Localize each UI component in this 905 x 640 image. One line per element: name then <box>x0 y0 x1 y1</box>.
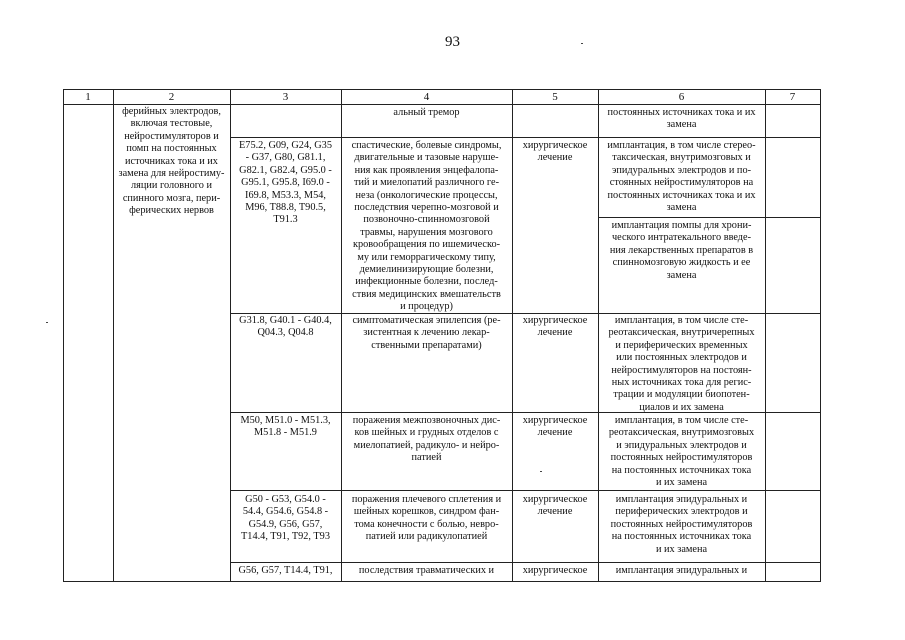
cell-row2-col6: имплантация, в том числе сте- реотаксическая, внутричерепных и периферических временных или постоянных электродов и нейростимуляторов на постоян- ных источниках тока для регис- трации и модуляции биопотен- циалов и их замена <box>608 315 755 413</box>
cell-row2-col5: хирургическое лечение <box>522 315 588 339</box>
cell-row0-col6: постоянных источниках тока и их замена <box>607 107 756 131</box>
cell-row3-col3: M50, M51.0 - M51.3, M51.8 - M51.9 <box>240 415 331 439</box>
cell-col2-text: ферийных электродов, включая тестовые, нейростимуляторов и помп на постоянных источниках тока и их замена для нейростиму- ляции головного и спинного мозга, пери- ферических нервов <box>118 106 225 217</box>
cell-row4-col4: поражения плечевого сплетения и шейных корешков, синдром фан- тома конечности с болью, невро- патией или радикулопатией <box>351 494 502 543</box>
header-col-1: 1 <box>85 91 91 103</box>
cell-row5-col3: G56, G57, T14.4, T91, <box>238 565 333 576</box>
header-col-7: 7 <box>789 91 796 103</box>
cell-row4-col3: G50 - G53, G54.0 - 54.4, G54.6, G54.8 - G54.9, G56, G57, T14.4, T91, T92, T93 <box>241 494 330 543</box>
cell-row1-col3: E75.2, G09, G24, G35 - G37, G80, G81.1, G82.1, G82.4, G95.0 - G95.1, G95.8, I69.0 - I69.8, M53.3, M54, M96, T88.8, T90.5, T91.3 <box>239 140 332 226</box>
cell-row2-col3: G31.8, G40.1 - G40.4, Q04.3, Q04.8 <box>239 315 332 339</box>
cell-row1-col6b: имплантация помпы для хрони- ческого интратекального введе- ния лекарственных препаратов в спинномозговую жидкость и ее замена <box>609 220 754 281</box>
header-col-2: 2 <box>168 91 175 103</box>
header-bottom-border <box>63 104 821 105</box>
table-top-border <box>63 89 821 90</box>
header-col-5: 5 <box>552 91 558 103</box>
scan-speck <box>46 322 48 323</box>
cell-row4-col5: хирургическое лечение <box>522 494 588 518</box>
scan-speck <box>581 43 583 44</box>
table-bottom-border <box>63 581 821 582</box>
cell-row1-col4: спастические, болевые синдромы, двигательные и тазовые наруше- ния как проявления энцефалопа- тий и миелопатий различного ге- неза (онкологические процессы, последствия черепно-мозговой и позвоночно-спинномозговой травмы, нарушения мозгового кровообращения по ишемическо- му или геморрагическому типу, демиелинизирующие болезни, инфекционные болезни, послед- ствия медицинских вмешательств и процедур) <box>351 140 502 313</box>
cell-row3-col4: поражения межпозвоночных дис- ков шейных и грудных отделов с миелопатией, радикуло- и нейро- патией <box>352 415 501 464</box>
row-border <box>230 562 821 563</box>
row-border <box>598 217 821 218</box>
scan-speck <box>540 471 542 472</box>
page-number: 93 <box>445 34 460 50</box>
cell-row1-col6a: имплантация, в том числе стерео- таксическая, внутримозговых и эпидуральных электродов и по- стоянных нейростимуляторов на постоянных источниках тока и их замена <box>607 140 756 214</box>
header-col-3: 3 <box>282 91 289 103</box>
col-border <box>820 89 821 582</box>
header-col-6: 6 <box>678 91 685 103</box>
row-border <box>230 137 821 138</box>
row-border <box>230 490 821 491</box>
cell-row5-col4: последствия травматических и <box>358 565 495 576</box>
cell-row3-col5: хирургическое лечение <box>522 415 588 439</box>
col-border <box>63 89 64 582</box>
col-border <box>765 89 766 582</box>
cell-row2-col4: симптоматическая эпилепсия (ре- зистентная к лечению лекар- ственными препаратами) <box>352 315 501 351</box>
header-col-4: 4 <box>423 91 430 103</box>
row-border <box>230 313 821 314</box>
cell-row3-col6: имплантация, в том числе сте- реотаксическая, внутримозговых и эпидуральных электродов и постоянных нейростимуляторов на постоянных источниках тока и их замена <box>608 415 755 489</box>
cell-row4-col6: имплантация эпидуральных и периферических электродов и постоянных нейростимуляторов на постоянных источниках тока и их замена <box>610 494 753 555</box>
cell-row5-col6: имплантация эпидуральных и <box>615 565 748 576</box>
cell-row1-col5: хирургическое лечение <box>522 140 588 164</box>
cell-row0-col4: альный тремор <box>393 107 460 118</box>
cell-row5-col5: хирургическое <box>522 565 588 576</box>
